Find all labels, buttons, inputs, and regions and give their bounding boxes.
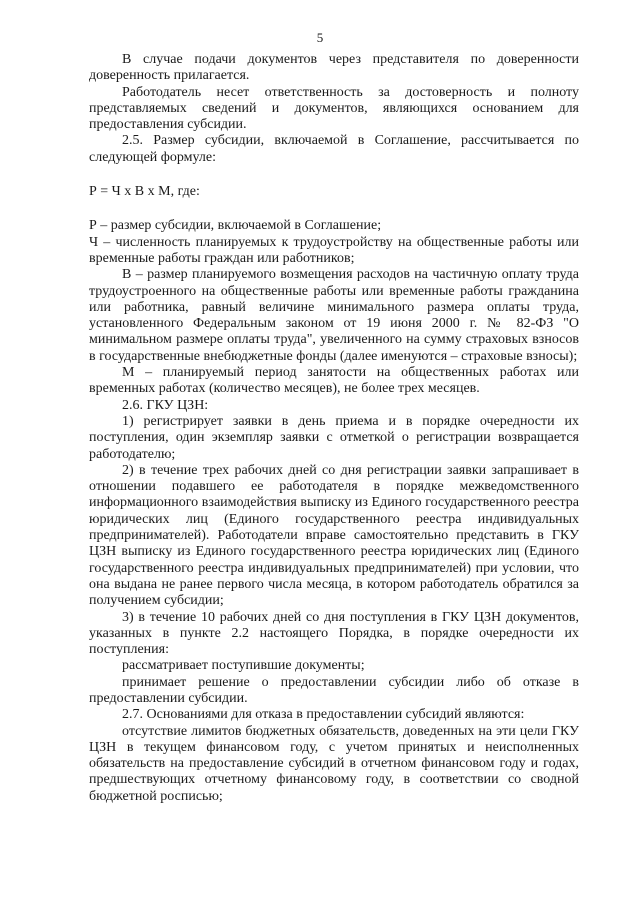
formula: Р = Ч х В х М, где: — [89, 184, 200, 200]
definition-v: В – размер планируемого возмещения расходов на частичную оплату труда трудоустроенного на общественные работы или временные работы гражданина или работника, равный величине минимального размера оплаты труда, установленного Федеральным законом от 19 июня 2000 г. № 82-ФЗ "О минимальном размере оплаты труда", увеличенного на сумму страховых взносов в государственные внебюджетные фонды (далее именуются – страховые взносы); — [89, 267, 579, 364]
item-2-request-extract: 2) в течение трех рабочих дней со дня регистрации заявки запрашивает в отношении подавшего ее работодателя в порядке межведомственного информационного взаимодействия выписку из Единого государственного реестра юридических лиц (Единого государственного реестра индивидуальных предпринимателей). Работодатели вправе самостоятельно представить в ГКУ ЦЗН выписку из Единого государственного реестра юридических лиц (Единого государственного реестра индивидуальных предпринимателей) при условии, что она выдана не ранее первого числа месяца, в котором работодатель обратился за получением субсидии; — [89, 462, 579, 609]
refusal-reason-limits: отсутствие лимитов бюджетных обязательств, доведенных на эти цели ГКУ ЦЗН в текущем финансовом году, с учетом принятых и неисполненных обязательств на предоставление субсидий в отчетном финансовом году и годах, предшествующих отчетному финансовому году, в соответствии со сводной бюджетной росписью; — [89, 723, 579, 804]
definition-ch: Ч – численность планируемых к трудоустройству на общественные работы или временные работы граждан или работников; — [89, 234, 579, 266]
item-3-review: 3) в течение 10 рабочих дней со дня поступления в ГКУ ЦЗН документов, указанных в пункте 2.2 настоящего Порядка, в порядке очередности их поступления: — [89, 609, 579, 658]
paragraph-2-7: 2.7. Основаниями для отказа в предоставлении субсидий являются: — [122, 707, 525, 723]
paragraph-representative: В случае подачи документов через представителя по доверенности доверенность прилагается. — [89, 52, 579, 84]
paragraph-2-5: 2.5. Размер субсидии, включаемой в Соглашение, рассчитывается по следующей формуле: — [89, 133, 579, 165]
paragraph-2-6: 2.6. ГКУ ЦЗН: — [122, 397, 209, 413]
subitem-review-docs: рассматривает поступившие документы; — [122, 658, 365, 674]
subitem-decision: принимает решение о предоставлении субсидии либо об отказе в предоставлении субсидии. — [89, 674, 579, 706]
page-number: 5 — [316, 30, 324, 45]
document-body — [89, 52, 579, 805]
paragraph-employer-responsibility: Работодатель несет ответственность за достоверность и полноту представляемых сведений и документов, являющихся основанием для предоставления субсидии. — [89, 84, 579, 133]
item-1-register: 1) регистрирует заявки в день приема и в порядке очередности их поступления, один экземпляр заявки с отметкой о регистрации возвращается работодателю; — [89, 413, 579, 462]
definition-m: М – планируемый период занятости на общественных работах или временных работах (количество месяцев), не более трех месяцев. — [89, 365, 579, 397]
definition-p: Р – размер субсидии, включаемой в Соглашение; — [89, 218, 382, 234]
